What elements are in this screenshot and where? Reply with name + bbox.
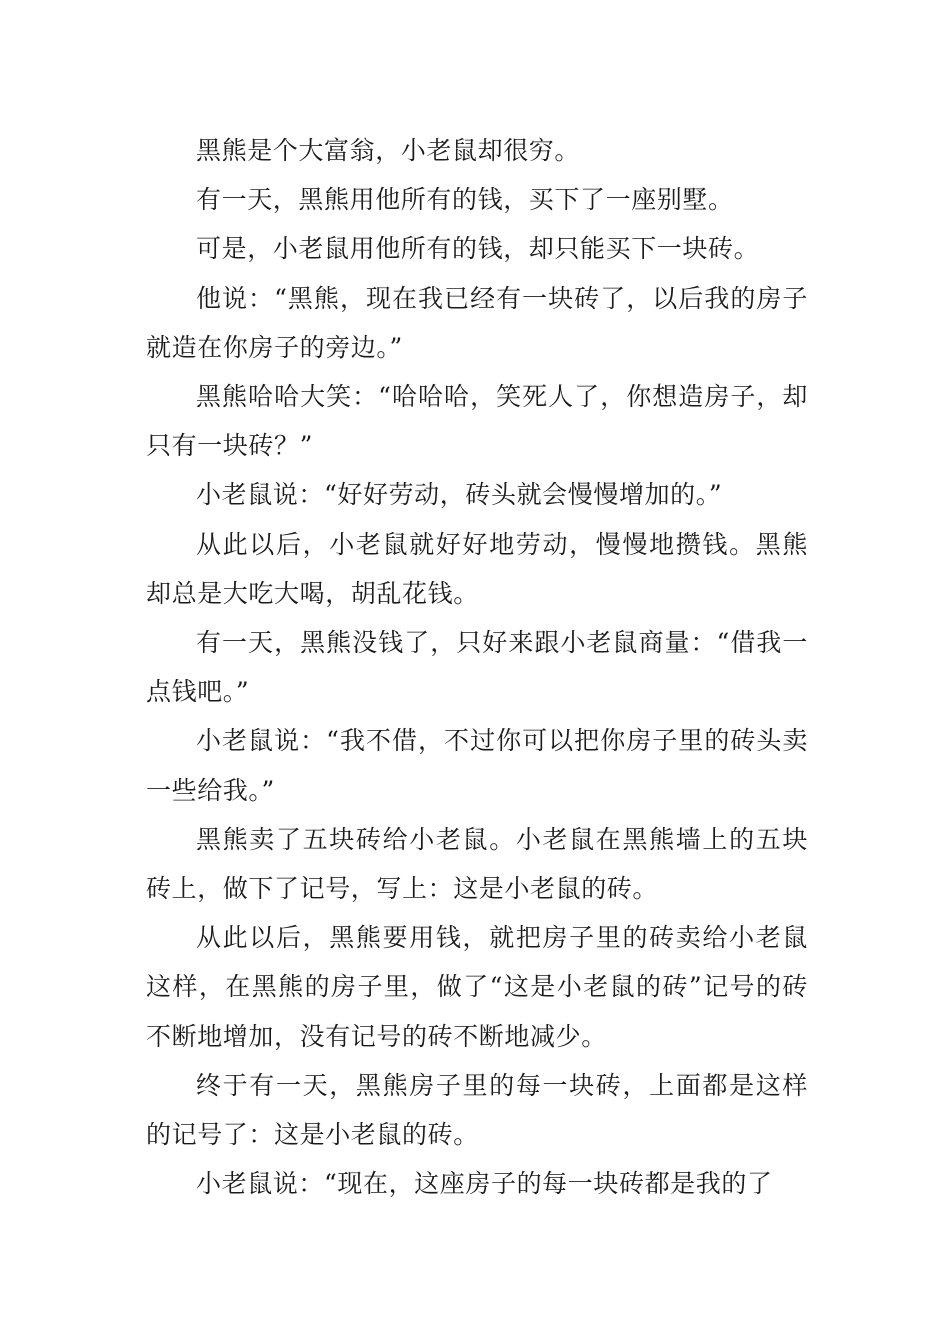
- paragraph: 从此以后，黑熊要用钱，就把房子里的砖卖给小老鼠这样，在黑熊的房子里，做了“这是小老鼠的砖”记号的砖不断地增加，没有记号的砖不断地减少。: [146, 923, 808, 1051]
- paragraph: 黑熊哈哈大笑：“哈哈哈，笑死人了，你想造房子，却只有一块砖？”: [146, 382, 808, 461]
- paragraph: 黑熊是个大富翁，小老鼠却很穷。: [196, 136, 581, 165]
- paragraph: 从此以后，小老鼠就好好地劳动，慢慢地攒钱。黑熊却总是大吃大喝，胡乱花钱。: [146, 529, 808, 608]
- paragraph: 终于有一天，黑熊房子里的每一块砖，上面都是这样的记号了：这是小老鼠的砖。: [146, 1070, 808, 1150]
- paragraph: 小老鼠说：“现在，这座房子的每一块砖都是我的了: [196, 1169, 773, 1199]
- paragraph: 他说：“黑熊，现在我已经有一块砖了，以后我的房子就造在你房子的旁边。”: [146, 283, 808, 362]
- paragraph: 可是，小老鼠用他所有的钱，却只能买下一块砖。: [196, 234, 760, 264]
- paragraph: 黑熊卖了五块砖给小老鼠。小老鼠在黑熊墙上的五块砖上，做下了记号，写上：这是小老鼠的砖。: [146, 824, 808, 904]
- paragraph: 有一天，黑熊没钱了，只好来跟小老鼠商量：“借我一点钱吧。”: [146, 628, 808, 707]
- paragraph: 小老鼠说：“好好劳动，砖头就会慢慢增加的。”: [196, 480, 723, 510]
- document-page: [146, 126, 808, 1208]
- paragraph: 小老鼠说：“我不借，不过你可以把你房子里的砖头卖一些给我。”: [146, 726, 808, 805]
- paragraph: 有一天，黑熊用他所有的钱，买下了一座别墅。: [196, 185, 734, 215]
